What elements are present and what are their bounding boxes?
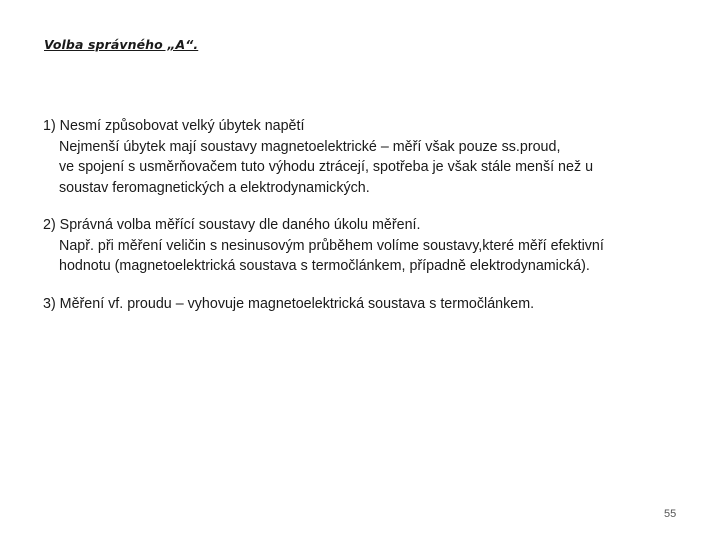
slide-heading: Volba správného „A“. — [44, 37, 199, 52]
item-title: 1) Nesmí způsobovat velký úbytek napětí — [43, 118, 305, 134]
item-text-line: Nejmenší úbytek mají soustavy magnetoelektrické – měří však pouze ss.proud, — [59, 138, 561, 155]
item-title: 3) Měření vf. proudu – vyhovuje magnetoelektrická soustava s termočlánkem. — [43, 295, 535, 312]
item-text-line: ve spojení s usměrňovačem tuto výhodu ztrácejí, spotřeba je však stále menší než u — [59, 159, 594, 175]
item-text-line: Např. při měření veličin s nesinusovým průběhem volíme soustavy,které měří efektivní — [59, 237, 604, 254]
list-item-3 — [43, 294, 693, 315]
item-title: 2) Správná volba měřící soustavy dle daného úkolu měření. — [43, 217, 421, 233]
item-text-line: soustav feromagnetických a elektrodynamických. — [59, 179, 370, 196]
list-item-2 — [43, 215, 693, 277]
list-item-1 — [43, 116, 693, 198]
slide-content — [43, 116, 693, 331]
item-text-line: hodnotu (magnetoelektrická soustava s termočlánkem, případně elektrodynamická). — [59, 258, 590, 274]
page-number: 55 — [664, 508, 677, 520]
